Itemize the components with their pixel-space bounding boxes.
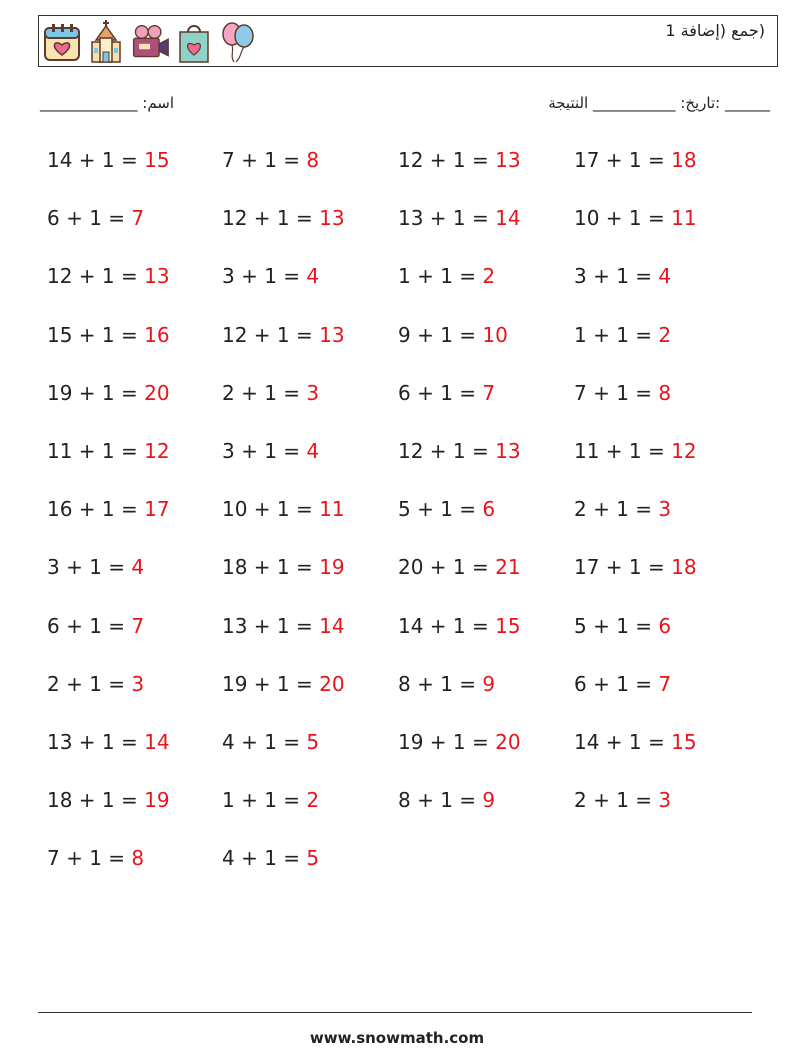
problem-question: 5 + 1 = — [398, 497, 483, 522]
problem-question: 2 + 1 = — [574, 497, 659, 522]
problem-item — [222, 148, 319, 172]
problem-answer: 16 — [144, 322, 170, 347]
problem-item — [574, 381, 671, 405]
problem-question: 3 + 1 = — [222, 439, 307, 463]
problem-question: 14 + 1 = — [398, 613, 496, 638]
problem-item — [47, 148, 170, 172]
problem-item — [398, 614, 521, 638]
problem-item — [398, 264, 495, 288]
problem-item — [47, 206, 144, 230]
problem-answer: 12 — [144, 439, 170, 463]
problem-answer: 5 — [306, 846, 320, 871]
problem-answer: 9 — [482, 671, 496, 696]
problem-item — [398, 788, 495, 812]
problem-question: 7 + 1 = — [47, 846, 132, 871]
problem-answer: 11 — [319, 497, 345, 522]
problem-answer: 20 — [319, 671, 345, 696]
problem-question: 19 + 1 = — [222, 671, 320, 696]
problem-question: 2 + 1 = — [222, 380, 307, 405]
problem-question: 12 + 1 = — [398, 148, 496, 172]
problem-answer: 4 — [131, 555, 145, 580]
problem-question: 3 + 1 = — [222, 264, 307, 289]
problem-answer: 18 — [671, 555, 697, 580]
problem-item — [398, 148, 521, 172]
video-camera-icon — [130, 20, 170, 64]
problem-answer: 15 — [144, 148, 170, 172]
problem-item — [574, 206, 697, 230]
problem-item — [574, 439, 697, 463]
problem-answer: 13 — [495, 439, 521, 463]
problem-item — [222, 439, 319, 463]
problem-answer: 3 — [131, 671, 145, 696]
problem-answer: 19 — [144, 788, 170, 813]
problem-item — [398, 381, 495, 405]
problem-question: 3 + 1 = — [47, 555, 132, 580]
problem-item — [47, 439, 170, 463]
problem-answer: 6 — [658, 613, 672, 638]
problem-question: 7 + 1 = — [574, 380, 659, 405]
problem-answer: 21 — [495, 555, 521, 580]
problem-answer: 8 — [131, 846, 145, 871]
problem-question: 12 + 1 = — [47, 264, 145, 289]
calendar-heart-icon — [42, 20, 82, 64]
problem-question: 19 + 1 = — [47, 380, 145, 405]
header-icons — [42, 20, 258, 64]
problem-item — [222, 788, 319, 812]
problem-answer: 13 — [319, 322, 345, 347]
problem-answer: 3 — [306, 380, 320, 405]
problem-item — [398, 672, 495, 696]
problem-item — [398, 497, 495, 521]
problem-answer: 20 — [144, 380, 170, 405]
problem-question: 8 + 1 = — [398, 788, 483, 813]
problem-question: 6 + 1 = — [47, 206, 132, 231]
name-line: اسم: _____________ — [40, 94, 175, 112]
problem-question: 2 + 1 = — [574, 788, 659, 813]
problem-question: 13 + 1 = — [222, 613, 320, 638]
problem-answer: 10 — [482, 322, 508, 347]
problem-question: 12 + 1 = — [398, 439, 496, 463]
problem-item — [47, 555, 144, 579]
problem-item — [222, 555, 345, 579]
problem-answer: 14 — [495, 206, 521, 231]
problem-question: 7 + 1 = — [222, 148, 307, 172]
problem-item — [47, 730, 170, 754]
problem-question: 6 + 1 = — [574, 671, 659, 696]
problem-item — [47, 497, 170, 521]
problem-answer: 6 — [482, 497, 496, 522]
problem-answer: 13 — [495, 148, 521, 172]
problem-item — [398, 730, 521, 754]
problem-answer: 7 — [482, 380, 496, 405]
problem-question: 9 + 1 = — [398, 322, 483, 347]
problem-answer: 4 — [306, 264, 320, 289]
problem-question: 4 + 1 = — [222, 730, 307, 754]
problem-answer: 7 — [131, 206, 145, 231]
problem-answer: 15 — [671, 730, 697, 754]
problem-item — [398, 555, 521, 579]
problem-item — [47, 323, 170, 347]
problem-question: 17 + 1 = — [574, 148, 672, 172]
problem-item — [574, 672, 671, 696]
problem-answer: 9 — [482, 788, 496, 813]
problem-question: 18 + 1 = — [47, 788, 145, 813]
problem-question: 1 + 1 = — [398, 264, 483, 289]
problem-question: 1 + 1 = — [222, 788, 307, 813]
problem-question: 12 + 1 = — [222, 322, 320, 347]
problem-question: 18 + 1 = — [222, 555, 320, 580]
problem-answer: 18 — [671, 148, 697, 172]
problem-item — [574, 614, 671, 638]
problem-question: 2 + 1 = — [47, 671, 132, 696]
problem-answer: 20 — [495, 730, 521, 754]
problem-question: 11 + 1 = — [574, 439, 672, 463]
problem-question: 6 + 1 = — [47, 613, 132, 638]
problem-answer: 7 — [658, 671, 672, 696]
worksheet-header — [38, 15, 778, 67]
problem-answer: 13 — [144, 264, 170, 289]
problem-item — [222, 323, 345, 347]
problem-item — [222, 497, 345, 521]
balloons-icon — [218, 20, 258, 64]
problem-question: 10 + 1 = — [222, 497, 320, 522]
problem-item — [574, 497, 671, 521]
problem-question: 5 + 1 = — [574, 613, 659, 638]
problem-item — [574, 788, 671, 812]
problem-question: 13 + 1 = — [47, 730, 145, 754]
problem-answer: 4 — [658, 264, 672, 289]
problem-item — [222, 206, 345, 230]
problem-question: 3 + 1 = — [574, 264, 659, 289]
problem-answer: 19 — [319, 555, 345, 580]
problem-answer: 17 — [144, 497, 170, 522]
problem-answer: 15 — [495, 613, 521, 638]
problem-question: 8 + 1 = — [398, 671, 483, 696]
problem-answer: 12 — [671, 439, 697, 463]
problem-item — [47, 381, 170, 405]
problem-item — [398, 206, 521, 230]
problem-item — [222, 264, 319, 288]
problem-item — [47, 846, 144, 870]
problem-answer: 4 — [306, 439, 320, 463]
problem-answer: 3 — [658, 788, 672, 813]
problem-item — [222, 846, 319, 870]
problem-question: 17 + 1 = — [574, 555, 672, 580]
problem-answer: 3 — [658, 497, 672, 522]
problem-question: 12 + 1 = — [222, 206, 320, 231]
problem-answer: 8 — [306, 148, 320, 172]
problem-item — [47, 788, 170, 812]
problem-question: 19 + 1 = — [398, 730, 496, 754]
problem-answer: 14 — [144, 730, 170, 754]
problem-question: 15 + 1 = — [47, 322, 145, 347]
problem-answer: 8 — [658, 380, 672, 405]
problem-answer: 13 — [319, 206, 345, 231]
problem-question: 20 + 1 = — [398, 555, 496, 580]
footer-divider — [38, 1012, 752, 1013]
problem-item — [222, 381, 319, 405]
problem-question: 1 + 1 = — [574, 322, 659, 347]
problem-item — [47, 264, 170, 288]
church-icon — [86, 20, 126, 64]
problem-question: 16 + 1 = — [47, 497, 145, 522]
problem-item — [574, 730, 697, 754]
problem-item — [574, 264, 671, 288]
problem-question: 11 + 1 = — [47, 439, 145, 463]
footer-url[interactable]: www.snowmath.com — [309, 1029, 485, 1047]
problem-question: 13 + 1 = — [398, 206, 496, 231]
problem-item — [574, 148, 697, 172]
problem-item — [398, 323, 508, 347]
worksheet-title: (جمع (إضافة 1 — [665, 21, 765, 40]
gift-bag-heart-icon — [174, 20, 214, 64]
problem-question: 10 + 1 = — [574, 206, 672, 231]
problem-item — [574, 555, 697, 579]
problem-answer: 5 — [306, 730, 320, 754]
problem-item — [47, 614, 144, 638]
problem-item — [47, 672, 144, 696]
problem-question: 14 + 1 = — [47, 148, 145, 172]
problem-answer: 7 — [131, 613, 145, 638]
problem-answer: 2 — [306, 788, 320, 813]
problem-item — [222, 672, 345, 696]
problem-item — [222, 730, 319, 754]
problem-item — [574, 323, 671, 347]
problem-question: 4 + 1 = — [222, 846, 307, 871]
problem-answer: 14 — [319, 613, 345, 638]
problem-item — [222, 614, 345, 638]
date-result-line: ______ :تاريخ: ___________ النتيجة — [548, 94, 770, 112]
problem-answer: 2 — [658, 322, 672, 347]
problem-question: 14 + 1 = — [574, 730, 672, 754]
problem-item — [398, 439, 521, 463]
problem-question: 6 + 1 = — [398, 380, 483, 405]
problem-answer: 2 — [482, 264, 496, 289]
problem-answer: 11 — [671, 206, 697, 231]
